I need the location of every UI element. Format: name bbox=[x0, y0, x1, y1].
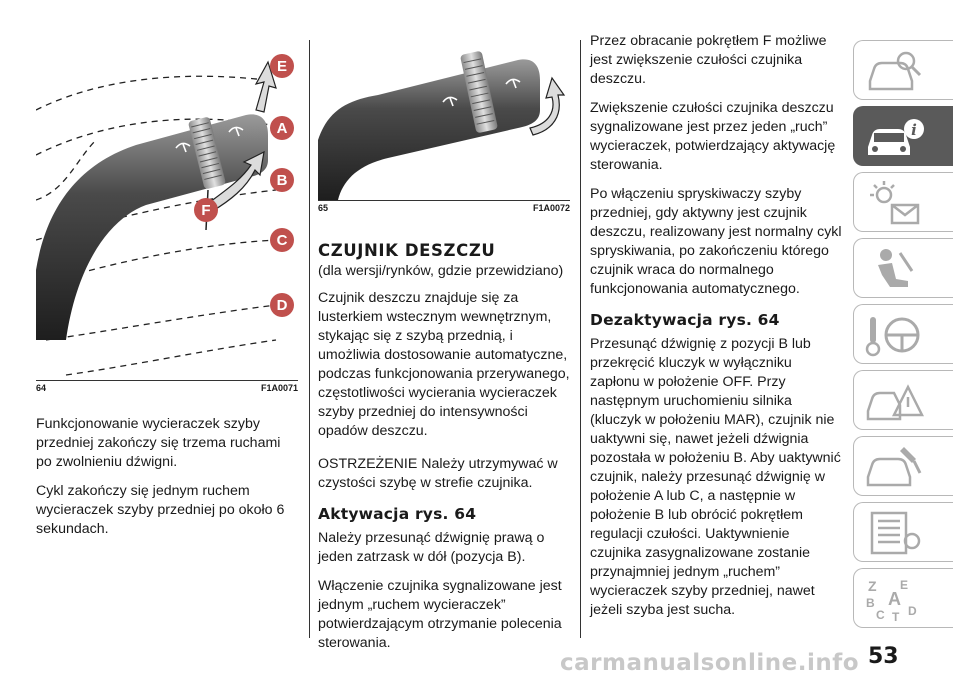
index-letter: B bbox=[866, 596, 875, 610]
warning-paragraph: OSTRZEŻENIE Należy utrzymywać w czystości szybę w strefie czujnika. bbox=[318, 456, 558, 491]
svg-text:i: i bbox=[911, 121, 917, 139]
index-letter: T bbox=[892, 610, 900, 623]
index-letter: A bbox=[888, 589, 901, 609]
figure-65-number: 65 bbox=[318, 203, 329, 213]
figure-65 bbox=[318, 40, 570, 213]
figure-65-caption bbox=[318, 200, 570, 213]
paragraph: Funkcjonowanie wycieraczek szyby przedniej zakończy się trzema ruchami po zwolnieniu dźwigni. bbox=[36, 416, 281, 470]
chapter-tab-emergency[interactable] bbox=[853, 370, 953, 430]
index-letter: Z bbox=[868, 578, 877, 594]
section-heading: Dezaktywacja rys. 64 bbox=[590, 311, 780, 329]
steering-key-icon bbox=[864, 311, 924, 359]
paragraph: Cykl zakończy się jednym ruchem wycieraczek szyby przedniej po około 6 sekundach. bbox=[36, 483, 285, 537]
chapter-tab-knowing-car[interactable] bbox=[853, 106, 953, 166]
fig64-label-a: A bbox=[276, 120, 288, 137]
column-3 bbox=[590, 32, 842, 630]
paragraph: Włączenie czujnika sygnalizowane jest jednym „ruchem wycieraczek” potwierdzającym otrzymanie polecenia sterowania. bbox=[318, 578, 562, 651]
figure-64 bbox=[36, 40, 298, 393]
car-service-icon bbox=[864, 443, 924, 491]
section-subheading: (dla wersji/rynków, gdzie przewidziano) bbox=[318, 263, 564, 279]
fig64-label-b: B bbox=[276, 172, 288, 189]
paragraph: Przesunąć dźwignię z pozycji B lub przekręcić kluczyk w wyłączniku zapłonu w położenie OFF. Przy następnym uruchomieniu silnika (kluczyk w położeniu MAR), czujnik nie uaktywni się, nawet jeżeli dźwignia pozostała w położeniu B. Aby uaktywnić czujnik, należy przesunąć dźwignię w położenie A lub C, a następnie w położenie B lub obrócić pokrętłem regulacji czułości. Uaktywnienie czujnika zasygnalizowane zostanie przynajmniej jednym „ruchem” wycieraczek szyby przedniej, nawet jeżeli szyba jest sucha. bbox=[590, 336, 841, 618]
section-heading: Aktywacja rys. 64 bbox=[318, 505, 477, 523]
chapter-tab-technical-data[interactable] bbox=[853, 502, 953, 562]
column-divider-1 bbox=[309, 40, 310, 638]
page-number: 53 bbox=[868, 644, 899, 669]
figure-65-code: F1A0072 bbox=[532, 203, 570, 213]
index-letter: D bbox=[908, 604, 917, 618]
chapter-tab-starting-driving[interactable] bbox=[853, 304, 953, 364]
chapter-tab-warning-lights[interactable] bbox=[853, 172, 953, 232]
warning-lights-icon bbox=[864, 179, 924, 227]
chapter-tab-safety[interactable] bbox=[853, 238, 953, 298]
fig64-label-f: F bbox=[201, 202, 211, 219]
figure-64-code: F1A0071 bbox=[260, 383, 298, 393]
paragraph: Należy przesunąć dźwignię prawą o jeden zatrzask w dół (pozycja B). bbox=[318, 530, 545, 565]
figure-64-caption bbox=[36, 380, 298, 393]
chapter-tab-dashboard[interactable] bbox=[853, 40, 953, 100]
car-info-icon bbox=[864, 113, 924, 161]
airbag-person-icon bbox=[864, 245, 924, 293]
fig64-label-c: C bbox=[276, 232, 288, 249]
car-emergency-icon bbox=[864, 377, 924, 425]
paragraph: Czujnik deszczu znajduje się za lusterkiem wstecznym wewnętrznym, stykając się z szybą przednią, i umożliwia dostosowanie automatyczne, podczas funkcjonowania przerywanego, częstotliwości wycierania wycieraczek szyby przedniej do intensywności opadów deszczu. bbox=[318, 290, 570, 439]
chapter-tabs bbox=[853, 40, 953, 634]
watermark: carmanualsonline.info bbox=[560, 650, 860, 676]
fig64-label-d: D bbox=[276, 297, 288, 314]
index-letter: C bbox=[876, 608, 885, 622]
alphabet-index-icon bbox=[864, 575, 924, 623]
column-divider-2 bbox=[580, 40, 581, 638]
rain-sensor-ring-illustration bbox=[318, 40, 570, 200]
wiper-stalk-illustration bbox=[36, 40, 298, 380]
fig64-label-e: E bbox=[276, 58, 288, 75]
column-1 bbox=[36, 40, 298, 549]
paragraph: Przez obracanie pokrętłem F możliwe jest zwiększenie czułości czujnika deszczu. bbox=[590, 33, 827, 87]
specifications-list-icon bbox=[864, 509, 924, 557]
paragraph: Po włączeniu spryskiwaczy szyby przedniej, gdy aktywny jest czujnik deszczu, realizowany jest normalny cykl spryskiwania, po zakończeniu którego czujnik wraca do normalnego funkcjonowania automatycznego. bbox=[590, 186, 842, 297]
figure-64-number: 64 bbox=[36, 383, 47, 393]
section-heading: CZUJNIK DESZCZU bbox=[318, 241, 496, 260]
chapter-tab-maintenance[interactable] bbox=[853, 436, 953, 496]
column-2 bbox=[318, 40, 570, 663]
index-letter: E bbox=[900, 578, 909, 592]
chapter-tab-index[interactable] bbox=[853, 568, 953, 628]
car-magnifier-icon bbox=[864, 47, 924, 95]
paragraph: Zwiększenie czułości czujnika deszczu sygnalizowane jest przez jeden „ruch” wycieraczek, potwierdzający aktywację sterowania. bbox=[590, 100, 836, 173]
